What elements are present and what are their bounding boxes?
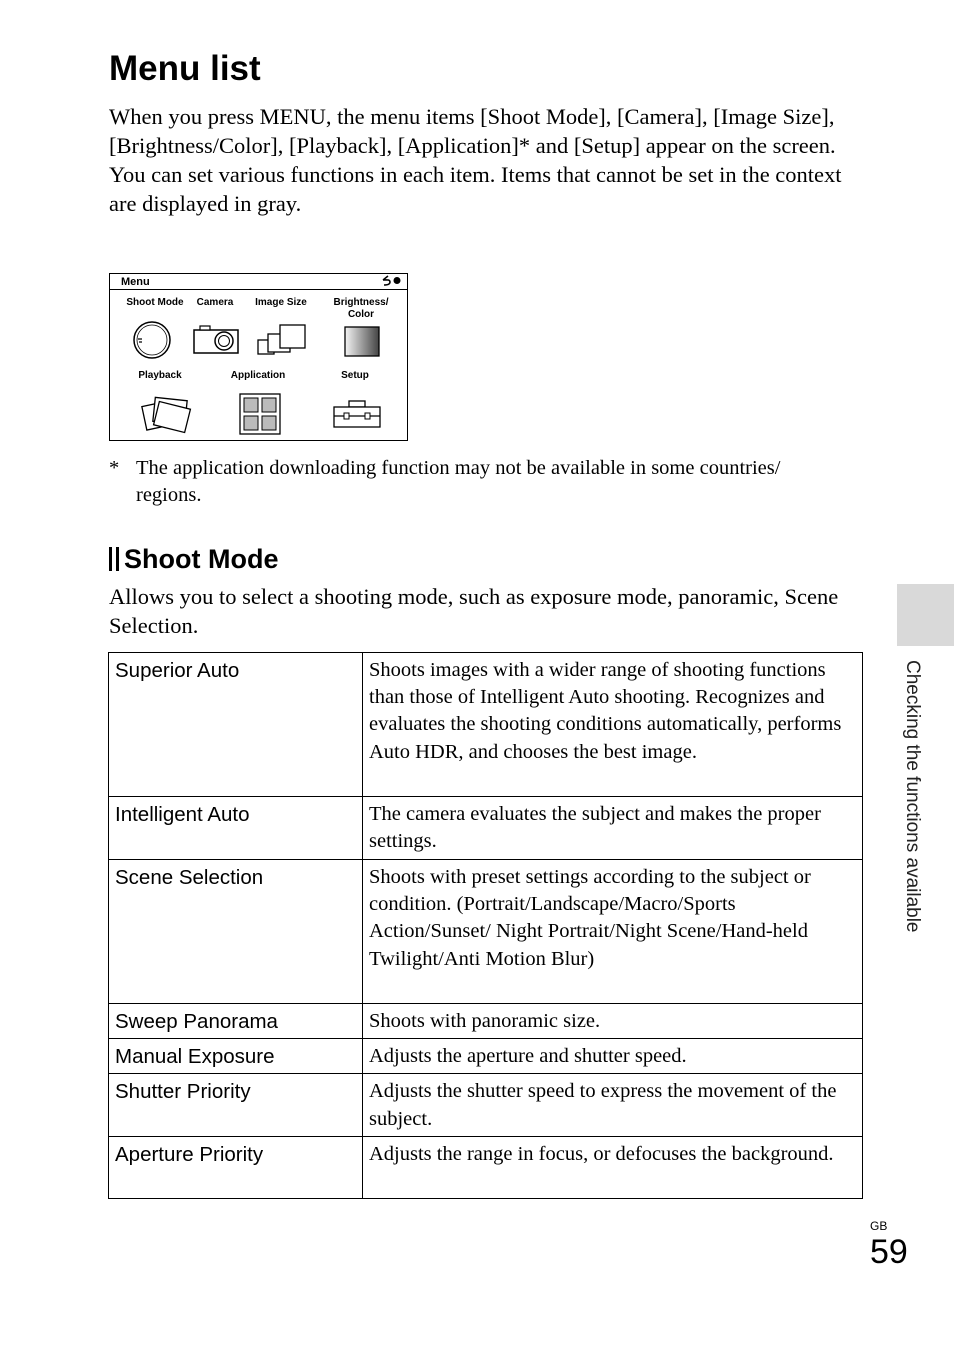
mode-description: The camera evaluates the subject and makes the proper settings. <box>363 797 863 860</box>
table-row <box>109 1039 863 1074</box>
section-title: Shoot Mode <box>124 544 279 574</box>
menu-item-image-size-label: Image Size <box>255 297 307 308</box>
table-row <box>109 653 863 797</box>
section-description: Allows you to select a shooting mode, such as exposure mode, panoramic, Scene Selection. <box>109 584 839 638</box>
intro-paragraph-2: You can set various functions in each item. Items that cannot be set in the context are displayed in gray. <box>109 162 842 216</box>
mode-description: Adjusts the range in focus, or defocuses the background. <box>363 1137 863 1199</box>
mode-description: Shoots images with a wider range of shooting functions than those of Intelligent Auto shooting. Recognizes and evaluates the shooting conditions automatically, performs Auto HDR, and chooses the best image. <box>363 653 863 797</box>
toolbox-icon <box>332 399 382 431</box>
menu-item-application-label: Application <box>230 370 286 381</box>
menu-screen-illustration <box>109 273 408 441</box>
menu-screen-title: Menu <box>121 276 150 288</box>
application-grid-icon <box>239 393 281 435</box>
table-row <box>109 797 863 860</box>
region-code: GB <box>870 1219 888 1233</box>
mode-name: Intelligent Auto <box>109 797 363 860</box>
mode-name: Manual Exposure <box>109 1039 363 1074</box>
menu-item-playback-label: Playback <box>138 370 182 381</box>
page-title: Menu list <box>109 49 261 88</box>
mode-dial-icon <box>130 320 175 360</box>
shoot-mode-table <box>108 652 863 1199</box>
mode-description: Adjusts the shutter speed to express the movement of the subject. <box>363 1074 863 1137</box>
mode-name: Scene Selection <box>109 860 363 1004</box>
mode-description: Shoots with panoramic size. <box>363 1004 863 1039</box>
playback-photos-icon <box>140 393 194 435</box>
mode-name: Superior Auto <box>109 653 363 797</box>
chapter-tab <box>897 584 954 646</box>
mode-description: Adjusts the aperture and shutter speed. <box>363 1039 863 1074</box>
intro-text <box>109 102 849 218</box>
table-row <box>109 1074 863 1137</box>
table-row <box>109 1137 863 1199</box>
section-heading <box>109 541 278 577</box>
page-number: 59 <box>870 1233 908 1271</box>
menu-item-shoot-mode-label: Shoot Mode <box>126 297 184 308</box>
menu-item-brightness-label: Brightness/ Color <box>333 297 389 320</box>
mode-name: Shutter Priority <box>109 1074 363 1137</box>
menu-item-camera-label: Camera <box>196 297 234 308</box>
table-row <box>109 860 863 1004</box>
mode-name: Sweep Panorama <box>109 1004 363 1039</box>
menu-item-setup-label: Setup <box>341 370 369 381</box>
image-size-icon <box>256 322 308 358</box>
intro-paragraph-1: When you press MENU, the menu items [Shoot Mode], [Camera], [Image Size], [Brightness/Color], [Playback], [Application]* and [Setup] appear on the screen. <box>109 104 836 158</box>
mode-name: Aperture Priority <box>109 1137 363 1199</box>
brightness-color-icon <box>344 326 380 358</box>
camera-icon <box>192 324 242 356</box>
mode-description: Shoots with preset settings according to the subject or condition. (Portrait/Landscape/Macro/Sports Action/Sunset/ Night Portrait/Night Scene/Hand-held Twilight/Anti Motion Blur) <box>363 860 863 1004</box>
footnote-mark: * <box>109 457 120 479</box>
section-marker-icon <box>109 547 119 571</box>
table-row <box>109 1004 863 1039</box>
footnote-text: The application downloading function may not be available in some countries/ regions. <box>136 457 781 506</box>
back-arrow-icon <box>380 274 402 290</box>
footnote <box>109 455 849 509</box>
chapter-tab-label: Checking the functions available <box>902 660 923 933</box>
menu-screen-header <box>110 274 407 290</box>
